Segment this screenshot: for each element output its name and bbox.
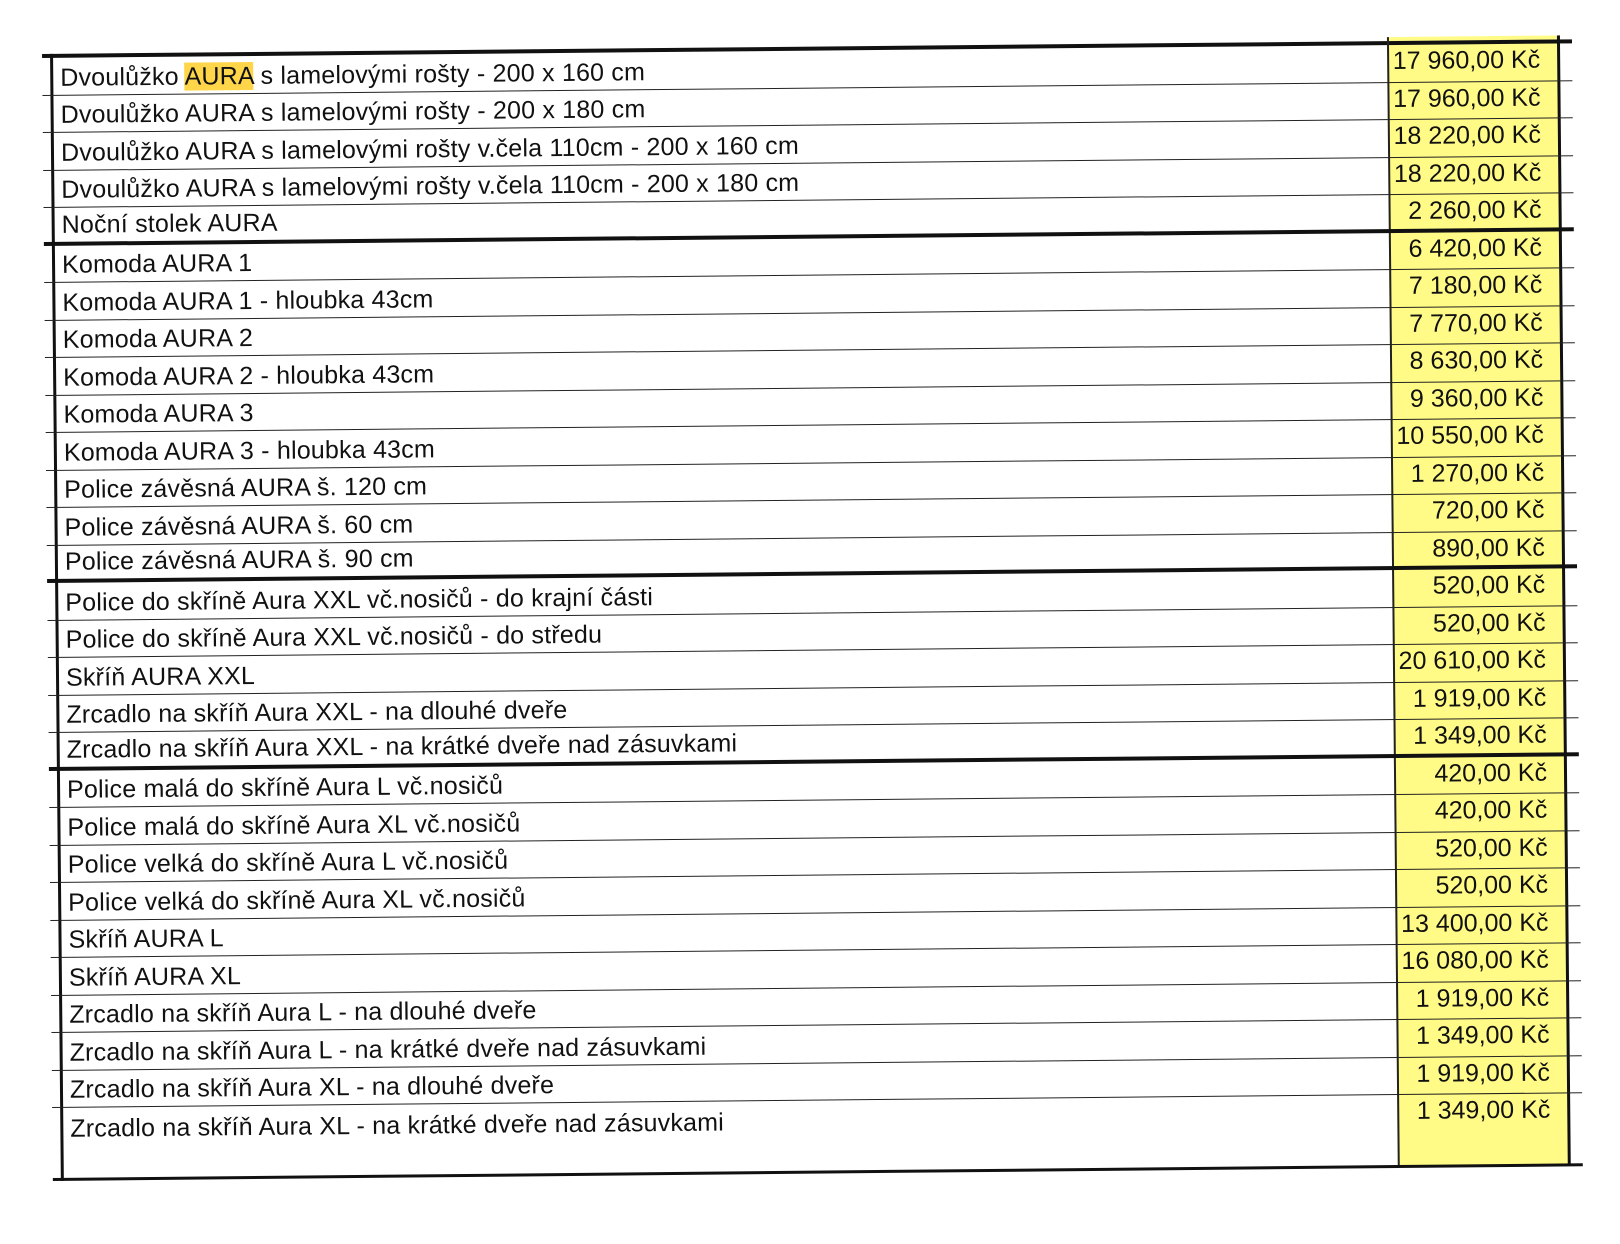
item-price: 17 960,00 Kč [1392, 45, 1541, 76]
item-name: Police malá do skříně Aura XL vč.nosičů [67, 808, 521, 842]
item-name: Police velká do skříně Aura XL vč.nosičů [68, 883, 526, 917]
item-name: Dvoulůžko AURA s lamelovými rošty v.čela 110cm - 200 x 160 cm [60, 131, 800, 167]
item-name: Police do skříně Aura XXL vč.nosičů - do krajní části [65, 582, 654, 617]
item-price: 6 420,00 Kč [1408, 233, 1543, 263]
item-name: Dvoulůžko AURA s lamelovými rošty - 200 x 180 cm [60, 95, 646, 129]
item-name: Komoda AURA 2 [62, 323, 254, 354]
item-price: 520,00 Kč [1435, 870, 1549, 900]
item-name: Police velká do skříně Aura L vč.nosičů [67, 846, 509, 879]
item-price: 420,00 Kč [1434, 795, 1548, 825]
item-price: 890,00 Kč [1432, 533, 1545, 563]
item-name: Zrcadlo na skříň Aura XL - na krátké dveře nad zásuvkami [70, 1108, 725, 1143]
item-name: Police závěsná AURA š. 60 cm [64, 509, 414, 542]
item-name: Police malá do skříně Aura L vč.nosičů [66, 771, 504, 804]
item-name: Police závěsná AURA š. 90 cm [64, 544, 414, 576]
item-price: 8 630,00 Kč [1409, 345, 1544, 375]
item-price: 10 550,00 Kč [1396, 420, 1544, 451]
item-name: Zrcadlo na skříň Aura L - na krátké dveře nad zásuvkami [69, 1032, 707, 1067]
item-price: 1 919,00 Kč [1412, 683, 1547, 713]
item-name: Zrcadlo na skříň Aura XXL - na krátké dveře nad zásuvkami [66, 728, 738, 764]
highlighted-word: AURA [184, 61, 254, 91]
item-name: Komoda AURA 1 - hloubka 43cm [62, 284, 434, 317]
item-price: 520,00 Kč [1432, 570, 1546, 600]
item-price: 7 180,00 Kč [1408, 270, 1543, 300]
item-price: 2 260,00 Kč [1408, 195, 1542, 225]
item-price: 17 960,00 Kč [1393, 83, 1541, 113]
item-name: Police do skříně Aura XXL vč.nosičů - do středu [65, 620, 603, 654]
item-price: 720,00 Kč [1431, 495, 1545, 525]
item-price: 18 220,00 Kč [1393, 120, 1542, 151]
price-table [42, 43, 1582, 1145]
item-price: 16 080,00 Kč [1401, 945, 1549, 975]
item-price: 9 360,00 Kč [1409, 383, 1544, 413]
item-name: Zrcadlo na skříň Aura XL - na dlouhé dveře [69, 1071, 555, 1104]
item-name: Zrcadlo na skříň Aura XXL - na dlouhé dveře [66, 695, 568, 729]
item-name: Skříň AURA XL [68, 961, 242, 992]
item-name: Komoda AURA 1 [61, 248, 253, 279]
item-price: 18 220,00 Kč [1393, 158, 1542, 188]
item-price: 1 349,00 Kč [1415, 1020, 1550, 1050]
item-name: Skříň AURA XXL [65, 661, 256, 692]
item-price: 1 349,00 Kč [1416, 1095, 1551, 1125]
item-name: Dvoulůžko AURA s lamelovými rošty - 200 x 160 cm [60, 57, 646, 92]
item-name: Police závěsná AURA š. 120 cm [64, 472, 428, 504]
item-price: 7 770,00 Kč [1409, 308, 1543, 338]
item-price: 520,00 Kč [1434, 833, 1548, 863]
item-price: 20 610,00 Kč [1398, 645, 1547, 676]
item-price: 1 919,00 Kč [1416, 1058, 1551, 1088]
price-list-sheet [42, 35, 1583, 1180]
item-price: 13 400,00 Kč [1400, 908, 1549, 938]
item-name: Komoda AURA 3 - hloubka 43cm [63, 434, 436, 467]
item-name: Komoda AURA 2 - hloubka 43cm [63, 359, 435, 392]
item-price: 1 270,00 Kč [1410, 458, 1545, 488]
item-name: Dvoulůžko AURA s lamelovými rošty v.čela 110cm - 200 x 180 cm [61, 168, 800, 204]
item-name: Noční stolek AURA [61, 208, 278, 239]
item-price: 520,00 Kč [1432, 608, 1546, 638]
table-bottom-border [53, 1163, 1583, 1181]
item-price: 1 919,00 Kč [1415, 983, 1550, 1013]
item-name: Skříň AURA L [68, 924, 224, 954]
item-name: Zrcadlo na skříň Aura L - na dlouhé dveře [69, 996, 537, 1029]
item-name: Komoda AURA 3 [63, 398, 254, 429]
item-price: 1 349,00 Kč [1413, 720, 1547, 750]
item-price: 420,00 Kč [1434, 758, 1548, 788]
